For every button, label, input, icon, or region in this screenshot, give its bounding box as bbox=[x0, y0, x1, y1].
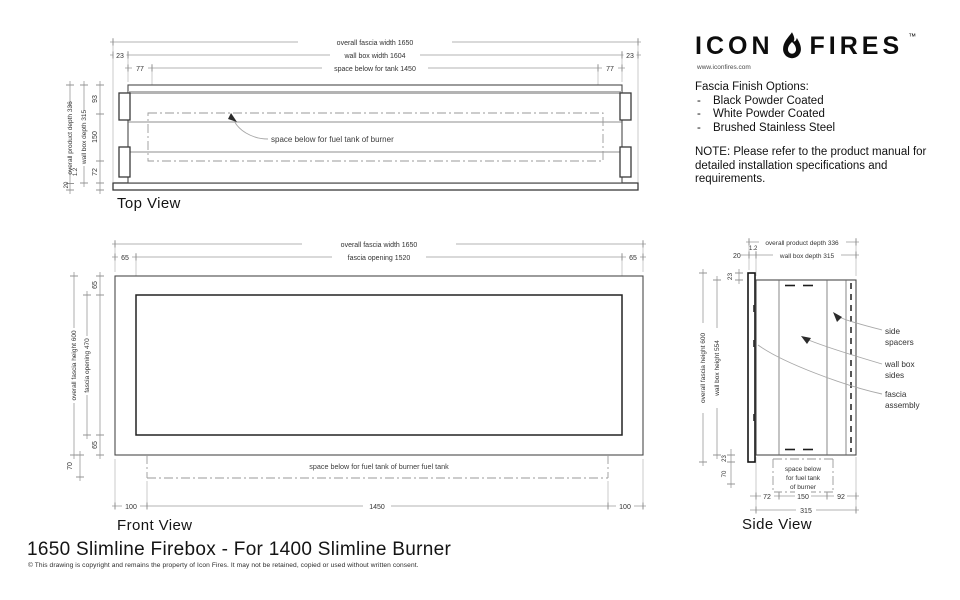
callout-side-spacers: side bbox=[885, 327, 901, 336]
top-view-dim-wall-box-width bbox=[110, 50, 641, 61]
callout-side-spacers: spacers bbox=[885, 338, 914, 347]
side-view-dim-heights bbox=[699, 269, 735, 488]
callout-wall-box-sides: sides bbox=[885, 371, 905, 380]
dim-depth-middle: 150 bbox=[797, 494, 809, 501]
dim-overall-fascia-height: overall fascia height 600 bbox=[71, 330, 78, 401]
fascia-finish-heading: Fascia Finish Options: bbox=[695, 81, 809, 93]
dim-bottom-right: 100 bbox=[619, 504, 631, 511]
side-spacer bbox=[620, 147, 631, 177]
dim-space-below: 70 bbox=[722, 470, 728, 478]
finish-option bbox=[695, 122, 945, 136]
finish-option-label: Brushed Stainless Steel bbox=[713, 121, 836, 134]
fascia-outline bbox=[115, 276, 643, 455]
top-view-dim-tank-width bbox=[125, 63, 625, 74]
front-view-dim-overall-width bbox=[112, 239, 646, 250]
dim-fascia-thickness: 20 bbox=[64, 181, 70, 189]
fascia-finish-options bbox=[695, 81, 945, 135]
tank-note-line: space below bbox=[784, 466, 822, 473]
top-view-dim-overall-width bbox=[110, 37, 641, 48]
dim-offset-right: 23 bbox=[626, 53, 634, 60]
brand-word-fires: FIRES bbox=[809, 31, 904, 60]
dim-wall-box-width: wall box width 1604 bbox=[344, 53, 406, 60]
dim-depth-middle: 150 bbox=[92, 131, 99, 143]
front-view-dim-opening-width bbox=[112, 252, 646, 263]
fascia-bottom-bar bbox=[113, 183, 638, 190]
callout-fascia-assembly: assembly bbox=[885, 401, 920, 410]
finish-option-label: White Powder Coated bbox=[713, 108, 825, 120]
installation-note: NOTE: Please refer to the product manual for detailed installation specifications and requirements. bbox=[695, 146, 927, 185]
trademark-symbol: ™ bbox=[908, 32, 917, 41]
front-view-label: Front View bbox=[117, 517, 193, 534]
dim-overall-fascia-height: overall fascia height 600 bbox=[700, 332, 707, 404]
finish-option-label: Black Powder Coated bbox=[713, 94, 824, 107]
fuel-tank-annotation: space below for fuel tank of burner bbox=[271, 135, 394, 144]
front-view-geometry bbox=[115, 276, 643, 478]
dim-fascia-opening-width: fascia opening 1520 bbox=[347, 255, 411, 262]
fascia-assembly-bar bbox=[748, 273, 755, 462]
finish-option bbox=[695, 108, 945, 122]
brand-word-icon: ICON bbox=[695, 31, 774, 60]
side-view-dim-offset-top bbox=[727, 269, 743, 284]
dim-bottom-center: 1450 bbox=[369, 504, 385, 511]
front-view-dim-bottom bbox=[112, 501, 646, 512]
top-view-label: Top View bbox=[117, 195, 181, 212]
brand-website: www.iconfires.com bbox=[697, 64, 751, 71]
dim-margin-top: 65 bbox=[92, 281, 99, 289]
dim-offset-bottom: 23 bbox=[722, 455, 728, 462]
callout-fascia-assembly: fascia bbox=[885, 390, 907, 399]
dim-gap: 1.2 bbox=[749, 246, 758, 252]
dim-tank-offset-right: 77 bbox=[606, 66, 614, 73]
front-view-drawing bbox=[60, 228, 680, 538]
dim-overall-product-depth: overall product depth 336 bbox=[765, 240, 839, 247]
side-view-dim-wall-box-depth bbox=[733, 246, 859, 260]
dim-gap: 1.2 bbox=[73, 167, 79, 177]
dim-overall-fascia-width: overall fascia width 1650 bbox=[340, 242, 418, 249]
fuel-tank-annotation: space below for fuel tank of burner fuel tank bbox=[309, 462, 449, 471]
wall-box-outline bbox=[128, 85, 622, 183]
dim-tank-width: space below for tank 1450 bbox=[334, 66, 416, 73]
dim-tank-offset-left: 77 bbox=[136, 66, 144, 73]
top-view-dim-depths bbox=[64, 81, 104, 194]
dim-fascia-thickness: 20 bbox=[733, 253, 741, 260]
side-spacer bbox=[119, 147, 130, 177]
sheet-copyright: © This drawing is copyright and remains the property of Icon Fires. It may not be retained, copied or used without written consent. bbox=[28, 562, 419, 569]
dim-fascia-opening-height: fascia opening 470 bbox=[84, 338, 91, 393]
side-view-dim-bottom bbox=[750, 491, 859, 516]
wall-box-outline bbox=[756, 280, 856, 455]
side-spacer bbox=[119, 93, 130, 120]
dim-total-depth: 315 bbox=[800, 508, 812, 515]
front-view-dim-heights bbox=[67, 272, 104, 481]
dim-bottom-left: 100 bbox=[125, 504, 137, 511]
dim-margin-left: 65 bbox=[121, 255, 129, 262]
bullet-dash: - bbox=[697, 108, 701, 120]
side-view-label: Side View bbox=[742, 516, 813, 533]
side-spacer bbox=[620, 93, 631, 120]
tank-note-line: for fuel tank bbox=[786, 475, 820, 482]
flame-icon bbox=[779, 30, 805, 62]
side-view-drawing bbox=[685, 228, 955, 538]
dim-overall-fascia-width: overall fascia width 1650 bbox=[336, 40, 414, 47]
dim-overall-product-depth: overall product depth 336 bbox=[67, 101, 74, 175]
brand-logo bbox=[695, 30, 945, 62]
dim-depth-front: 93 bbox=[92, 95, 99, 103]
dim-offset-top: 23 bbox=[727, 272, 734, 281]
top-view-drawing bbox=[60, 18, 680, 218]
bullet-dash: - bbox=[697, 94, 701, 107]
tank-note-line: of burner bbox=[789, 484, 817, 491]
sheet-title: 1650 Slimline Firebox - For 1400 Slimline Burner bbox=[27, 539, 452, 560]
dim-space-below: 70 bbox=[67, 462, 74, 470]
dim-offset-left: 23 bbox=[116, 53, 124, 60]
dim-wall-box-depth: wall box depth 315 bbox=[81, 109, 88, 165]
bullet-dash: - bbox=[697, 121, 701, 134]
dim-depth-rear: 92 bbox=[837, 494, 845, 501]
callout-wall-box-sides: wall box bbox=[885, 360, 915, 369]
side-view-dim-overall-depth bbox=[746, 237, 859, 248]
dim-depth-front: 72 bbox=[763, 494, 771, 501]
dim-wall-box-height: wall box height 554 bbox=[714, 340, 721, 396]
dim-depth-rear: 72 bbox=[92, 168, 99, 176]
finish-option bbox=[695, 95, 945, 109]
dim-margin-right: 65 bbox=[629, 255, 637, 262]
dim-wall-box-depth: wall box depth 315 bbox=[779, 253, 835, 260]
info-block bbox=[695, 30, 945, 187]
dim-margin-bottom: 65 bbox=[92, 441, 99, 449]
